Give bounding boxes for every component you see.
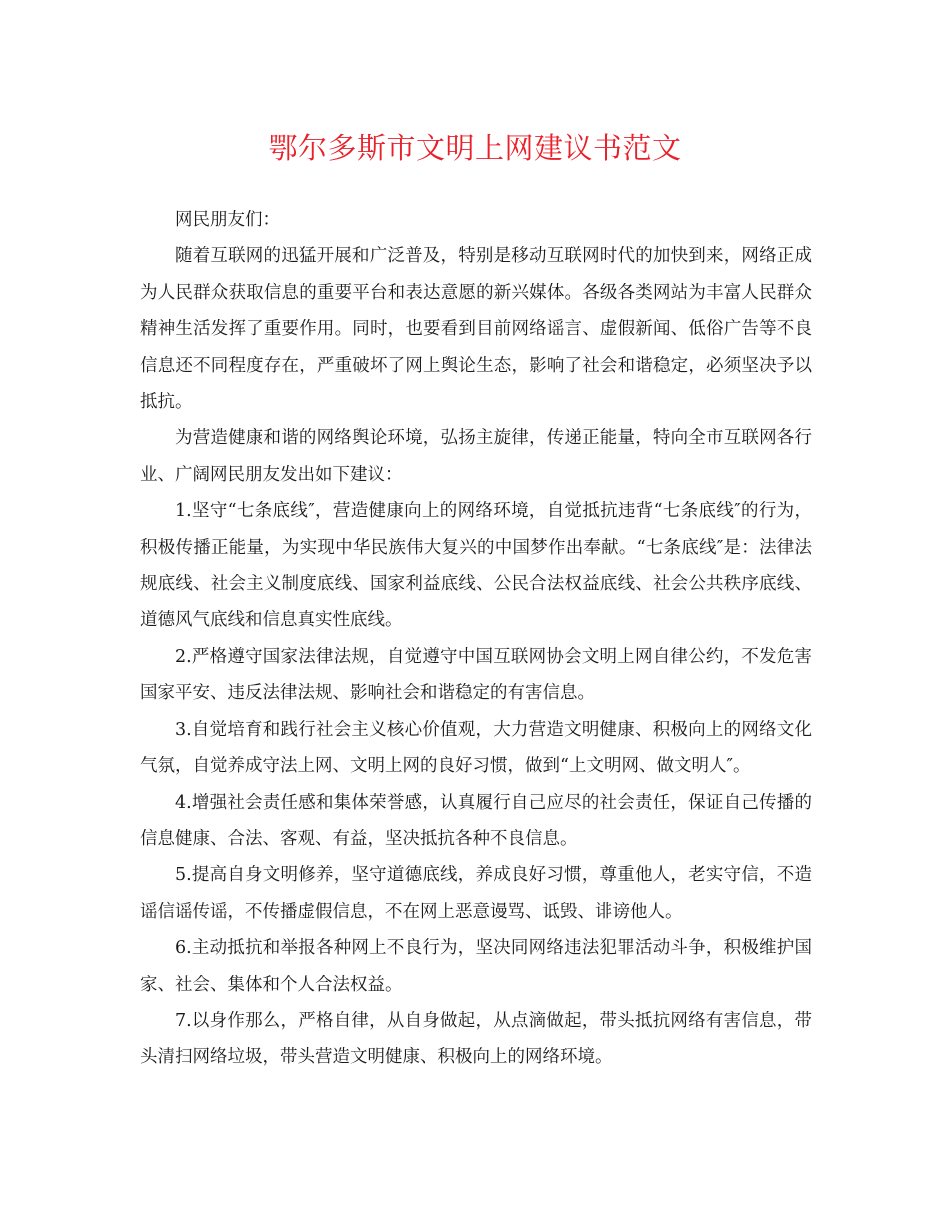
paragraph-purpose: 为营造健康和谐的网络舆论环境，弘扬主旋律，传递正能量，特向全市互联网各行业、广阔网民朋友发出如下建议：: [140, 428, 812, 485]
document-title: 鄂尔多斯市文明上网建议书范文: [268, 131, 682, 165]
paragraph-item-1: 1.坚守“七条底线″，营造健康向上的网络环境，自觉抵抗违背“七条底线″的行为，积极传播正能量，为实现中华民族伟大复兴的中国梦作出奉献。“七条底线″是：法律法规底线、社会主义制度底线、国家利益底线、公民合法权益底线、社会公共秩序底线、道德风气底线和信息真实性底线。: [140, 501, 812, 631]
paragraph-item-5: 5.提高自身文明修养，坚守道德底线，养成良好习惯，尊重他人，老实守信，不造谣信谣传谣，不传播虚假信息，不在网上恶意谩骂、诋毁、诽谤他人。: [140, 865, 812, 922]
paragraph-intro: 随着互联网的迅猛开展和广泛普及，特别是移动互联网时代的加快到来，网络正成为人民群众获取信息的重要平台和表达意愿的新兴媒体。各级各类网站为丰富人民群众精神生活发挥了重要作用。同时，也要看到目前网络谣言、虚假新闻、低俗广告等不良信息还不同程度存在，严重破坏了网上舆论生态，影响了社会和谐稳定，必须坚决予以抵抗。: [140, 246, 812, 413]
paragraph-item-3: 3.自觉培育和践行社会主义核心价值观，大力营造文明健康、积极向上的网络文化气氛，自觉养成守法上网、文明上网的良好习惯，做到“上文明网、做文明人″。: [140, 719, 812, 777]
salutation: 网民朋友们：: [175, 210, 280, 230]
document-body: [140, 202, 812, 1076]
paragraph-item-6: 6.主动抵抗和举报各种网上不良行为，坚决同网络违法犯罪活动斗争，积极维护国家、社会、集体和个人合法权益。: [140, 938, 812, 995]
paragraph-item-4: 4.增强社会责任感和集体荣誉感，认真履行自己应尽的社会责任，保证自己传播的信息健康、合法、客观、有益，坚决抵抗各种不良信息。: [140, 792, 812, 849]
paragraph-item-7: 7.以身作那么，严格自律，从自身做起，从点滴做起，带头抵抗网络有害信息，带头清扫网络垃圾，带头营造文明健康、积极向上的网络环境。: [140, 1010, 812, 1068]
paragraph-item-2: 2.严格遵守国家法律法规，自觉遵守中国互联网协会文明上网自律公约，不发危害国家平安、违反法律法规、影响社会和谐稳定的有害信息。: [140, 646, 812, 704]
